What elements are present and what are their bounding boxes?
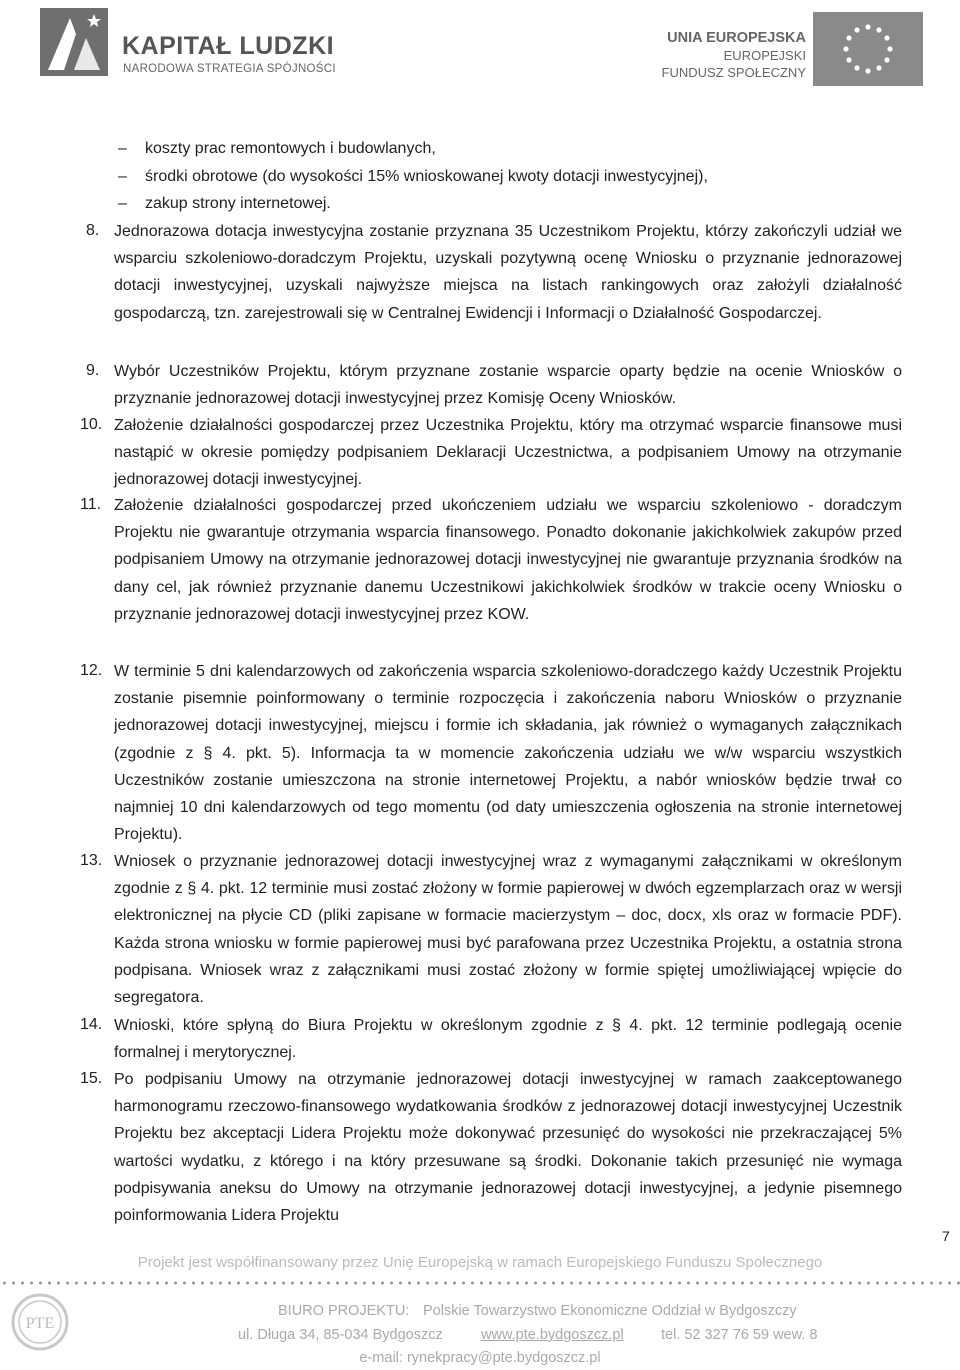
office-org: Polskie Towarzystwo Ekonomiczne Oddział w Bydgoszczy bbox=[423, 1303, 797, 1319]
bullet-dash: – bbox=[118, 195, 127, 212]
item-number: 13. bbox=[80, 852, 103, 869]
kl-title: KAPITAŁ LUDZKI bbox=[122, 32, 335, 60]
item-number: 15. bbox=[80, 1070, 103, 1087]
list-item: Wniosek o przyznanie jednorazowej dotacji inwestycyjnej wraz z wymaganymi załącznikami w określonym zgodnie z § 4. pkt. 12 terminie musi zostać złożony w formie papierowej w dwóch egzemplarzach oraz w wersji elektronicznej na płycie CD (pliki zapisane w formacie macierzystym – doc, docx, xls oraz w formacie PDF). Każda strona wniosku w formie papierowej musi być parafowana przez Uczestnika Projektu, a ostatnia strona podpisana. Wniosek wraz z załącznikami musi zostać złożony w formie spiętej umożliwiającej wpięcie do segregatora. bbox=[114, 853, 902, 1007]
list-item: Po podpisaniu Umowy na otrzymanie jednorazowej dotacji inwestycyjnej w ramach zaakceptowanego harmonogramu rzeczowo-finansowego wydatkowania środków z jednorazowej dotacji inwestycyjnej Uczestnik Projektu bez akceptacji Lidera Projektu może dokonywać przesunięć do wysokości nie przekraczającej 5% wartości wydatku, z którego i na który przesuwane są środki. Dokonanie takich przesunięć nie wymaga podpisywania aneksu do Umowy na otrzymanie jednorazowej dotacji inwestycyjnej, a jedynie pisemnego poinformowania Lidera Projektu bbox=[114, 1071, 902, 1225]
item-number: 14. bbox=[80, 1016, 103, 1033]
dotted-divider bbox=[0, 1280, 960, 1286]
website-link[interactable]: www.pte.bydgoszcz.pl bbox=[481, 1327, 624, 1343]
list-item: Założenie działalności gospodarczej przez Uczestnika Projektu, który ma otrzymać wsparcie finansowe musi nastąpić w okresie pomiędzy podpisaniem Deklaracji Uczestnictwa, a podpisaniem Umowy na otrzymanie jednorazowej dotacji inwestycyjnej. bbox=[114, 417, 902, 489]
svg-text:PTE: PTE bbox=[25, 1315, 55, 1332]
item-number: 9. bbox=[86, 362, 100, 379]
email-line bbox=[0, 1350, 960, 1366]
list-item: Jednorazowa dotacja inwestycyjna zostanie przyznana 35 Uczestnikom Projektu, którzy zakończyli udział we wsparciu szkoleniowo-doradczym Projektu, uzyskali pozytywną ocenę Wniosku o przyznanie jednorazowej dotacji inwestycyjnej, uzyskali najwyższe miejsca na listach rankingowych oraz założyli działalność gospodarczą, tzn. zarejestrowali się w Centralnej Ewidencji i Informacji o Działalność Gospodarczej. bbox=[114, 223, 902, 322]
eu-text bbox=[626, 30, 806, 81]
kl-subtitle: NARODOWA STRATEGIA SPÓJNOŚCI bbox=[123, 63, 336, 75]
kapital-ludzki-logo bbox=[40, 8, 108, 76]
page-number: 7 bbox=[942, 1228, 950, 1244]
eu-line-1: UNIA EUROPEJSKA bbox=[667, 30, 806, 46]
item-number: 11. bbox=[80, 496, 102, 513]
email[interactable]: e-mail: rynekpracy@pte.bydgoszcz.pl bbox=[359, 1350, 601, 1366]
bullet-dash: – bbox=[118, 140, 127, 157]
list-item: Wnioski, które spłyną do Biura Projektu w określonym zgodnie z § 4. pkt. 12 terminie podlegają ocenie formalnej i merytorycznej. bbox=[114, 1017, 902, 1062]
office-label: BIURO PROJEKTU: bbox=[278, 1303, 410, 1319]
address: ul. Długa 34, 85-034 Bydgoszcz bbox=[238, 1327, 443, 1343]
list-item: W terminie 5 dni kalendarzowych od zakończenia wsparcia szkoleniowo-doradczego każdy Uczestnik Projektu zostanie pisemnie poinformowany o terminie rozpoczęcia i zakończenia naboru Wniosków o przyznanie jednorazowej dotacji inwestycyjnej, miejscu i formie ich składania, jak również o wymaganych załącznikach (zgodnie z § 4. pkt. 5). Informacja ta w momencie zakończenia udziału we w/w wsparciu wszystkich Uczestników zostanie umieszczona na stronie internetowej Projektu, a nabór wniosków będzie trwał co najmniej 10 dni kalendarzowych od tego momentu (od daty umieszczenia ogłoszenia na stronie internetowej Projektu). bbox=[114, 663, 902, 844]
eu-line-3: FUNDUSZ SPOŁECZNY bbox=[661, 65, 806, 80]
cofinancing-note: Projekt jest współfinansowany przez Unię Europejską w ramach Europejskiego Funduszu Społecznego bbox=[137, 1254, 823, 1271]
item-number: 12. bbox=[80, 662, 103, 679]
item-number: 10. bbox=[80, 416, 103, 433]
bullet-item: koszty prac remontowych i budowlanych, bbox=[145, 140, 436, 157]
bullet-dash: – bbox=[118, 168, 127, 185]
list-item: Wybór Uczestników Projektu, którym przyznane zostanie wsparcie oparty będzie na ocenie Wniosków o przyznanie jednorazowej dotacji inwestycyjnej przez Komisję Oceny Wniosków. bbox=[114, 363, 902, 408]
item-number: 8. bbox=[86, 222, 100, 239]
eu-flag-icon bbox=[813, 12, 923, 86]
pte-logo bbox=[10, 1292, 70, 1352]
bullet-item: środki obrotowe (do wysokości 15% wnioskowanej kwoty dotacji inwestycyjnej), bbox=[145, 168, 708, 185]
eu-line-2: EUROPEJSKI bbox=[723, 48, 806, 63]
list-item: Założenie działalności gospodarczej przed ukończeniem udziału we wsparciu szkoleniowo - doradczym Projektu nie gwarantuje otrzymania wsparcia finansowego. Ponadto dokonanie jakichkolwiek zakupów przed podpisaniem Umowy na otrzymanie jednorazowej dotacji inwestycyjnej nie gwarantuje przyznania środków na dany cel, jak również przyznanie danemu Uczestnikowi jakichkolwiek środków w trakcie oceny Wniosku o przyznanie jednorazowej dotacji inwestycyjnej przez KOW. bbox=[114, 497, 902, 623]
page-header bbox=[0, 0, 960, 100]
bullet-item: zakup strony internetowej. bbox=[145, 195, 331, 212]
phone: tel. 52 327 76 59 wew. 8 bbox=[661, 1327, 818, 1343]
